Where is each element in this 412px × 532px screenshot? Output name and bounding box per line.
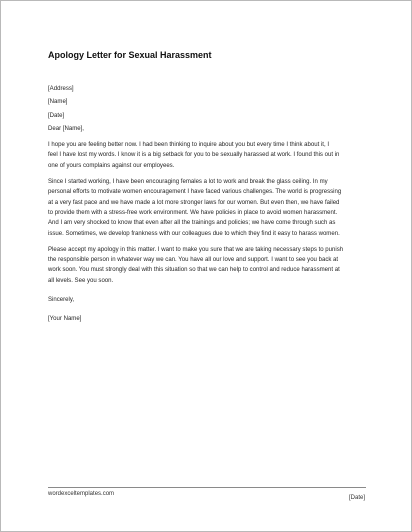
paragraph-1 bbox=[48, 140, 370, 171]
paragraph-line: And I am very shocked to know that even after all the trainings and policies; we have come through such as bbox=[48, 220, 336, 227]
closing: Sincerely, bbox=[48, 297, 75, 304]
letter-body bbox=[48, 84, 370, 325]
paragraph-line: work soon. You must strongly deal with this situation so that we can help to control and reduce harassment at bbox=[48, 267, 340, 274]
paragraph-line: one of yours complains against our employees. bbox=[48, 162, 175, 169]
paragraph-line: I hope you are feeling better now. I had been thinking to inquire about you but every time I think about it, I bbox=[48, 142, 330, 149]
paragraph-line: Please accept my apology in this matter. I want to make you sure that we are taking necessary steps to punish bbox=[48, 246, 344, 253]
paragraph-line: Since I started working, I have been encouraging females a lot to work and break the glass ceiling. In my bbox=[48, 179, 328, 186]
letter-date: [Date] bbox=[48, 112, 65, 119]
paragraph-line: issue. Sometimes, we develop frankness with our colleagues due to which they find it easy to harass women. bbox=[48, 230, 340, 237]
paragraph-line: feel I have lost my words. I know it is a big setback for you to be sexually harassed at work. I found this out in bbox=[48, 152, 340, 159]
paragraph-line: to provide them with a stress-free work environment. We have policies in place to avoid women harassment. bbox=[48, 209, 338, 216]
footer-date: [Date] bbox=[348, 495, 365, 501]
recipient-name: [Name] bbox=[48, 99, 68, 106]
footer-website: wordexceltemplates.com bbox=[48, 491, 115, 497]
paragraph-line: all levels. See you soon. bbox=[48, 277, 114, 284]
paragraph-line: the responsible person in whatever way we can. You have all our love and support. I want to see you back at bbox=[48, 257, 339, 264]
salutation: Dear [Name], bbox=[48, 125, 84, 132]
footer-divider bbox=[48, 487, 366, 488]
signature: [Your Name] bbox=[48, 316, 82, 323]
paragraph-line: personal efforts to motivate women encouragement I have faced various challenges. The world is progressing bbox=[48, 189, 342, 196]
letter-title: Apology Letter for Sexual Harassment bbox=[48, 50, 212, 60]
address-line: [Address] bbox=[48, 86, 74, 92]
paragraph-3 bbox=[48, 245, 370, 286]
paragraph-line: at a very fast pace and we have made a lot more stronger laws for our women. But even then, we have failed bbox=[48, 199, 340, 206]
paragraph-2 bbox=[48, 177, 370, 239]
